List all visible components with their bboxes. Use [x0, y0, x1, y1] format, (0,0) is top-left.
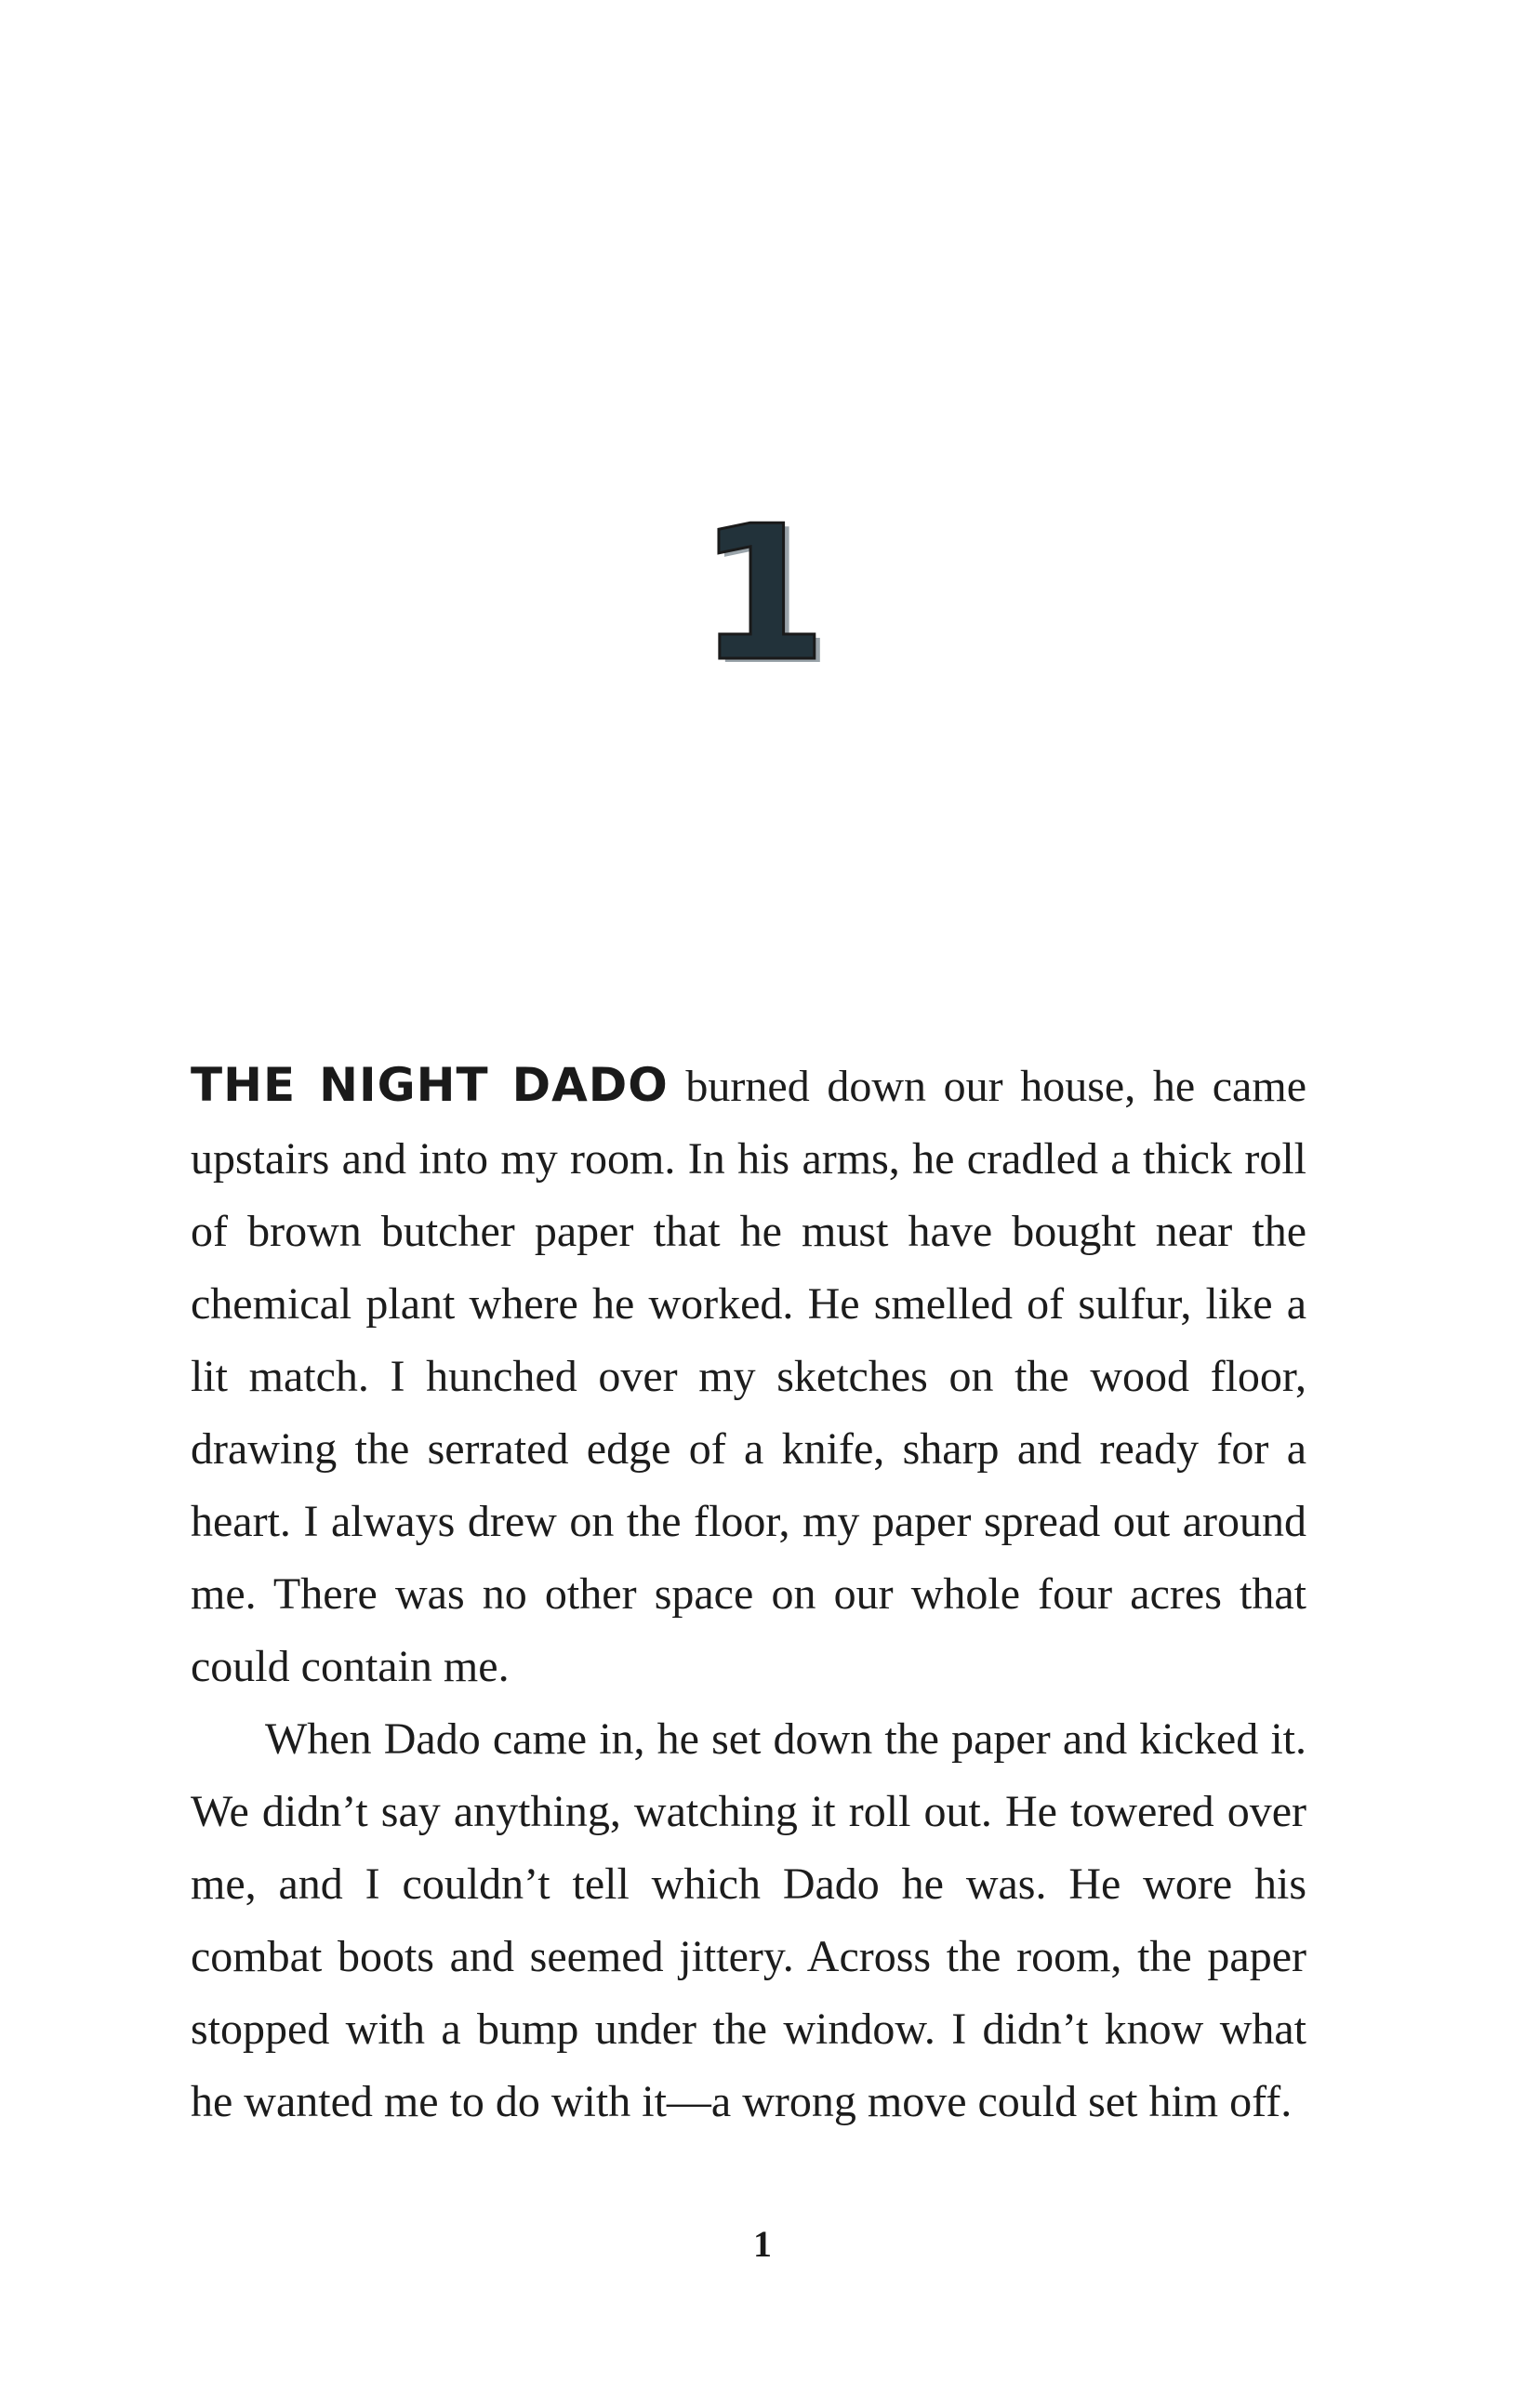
paragraph-1: [191, 1049, 1306, 1703]
page-number: 1: [753, 2223, 772, 2265]
chapter-body: [191, 1049, 1306, 2138]
lead-in-small-caps: THE NIGHT DADO: [191, 1058, 669, 1112]
chapter-number: 1: [697, 486, 828, 703]
paragraph-2: When Dado came in, he set down the paper and kicked it. We didn’t say anything, watching it roll out. He towered over me, and I couldn’t tell which Dado he was. He wore his combat boots and seemed jittery. Across the room, the paper stopped with a bump under the window. I didn’t know what he wanted me to do with it—a wrong move could set him off.: [191, 1714, 1306, 2126]
paragraph-1-text: burned down our house, he came upstairs and into my room. In his arms, he cradled a thick roll of brown butcher paper that he must have bought near the chemical plant where he worked. He smelled of sulfur, like a lit match. I hunched over my sketches on the wood floor, drawing the serrated edge of a knife, sharp and ready for a heart. I always drew on the floor, my paper spread out around me. There was no other space on our whole four acres that could contain me.: [191, 1062, 1306, 1691]
